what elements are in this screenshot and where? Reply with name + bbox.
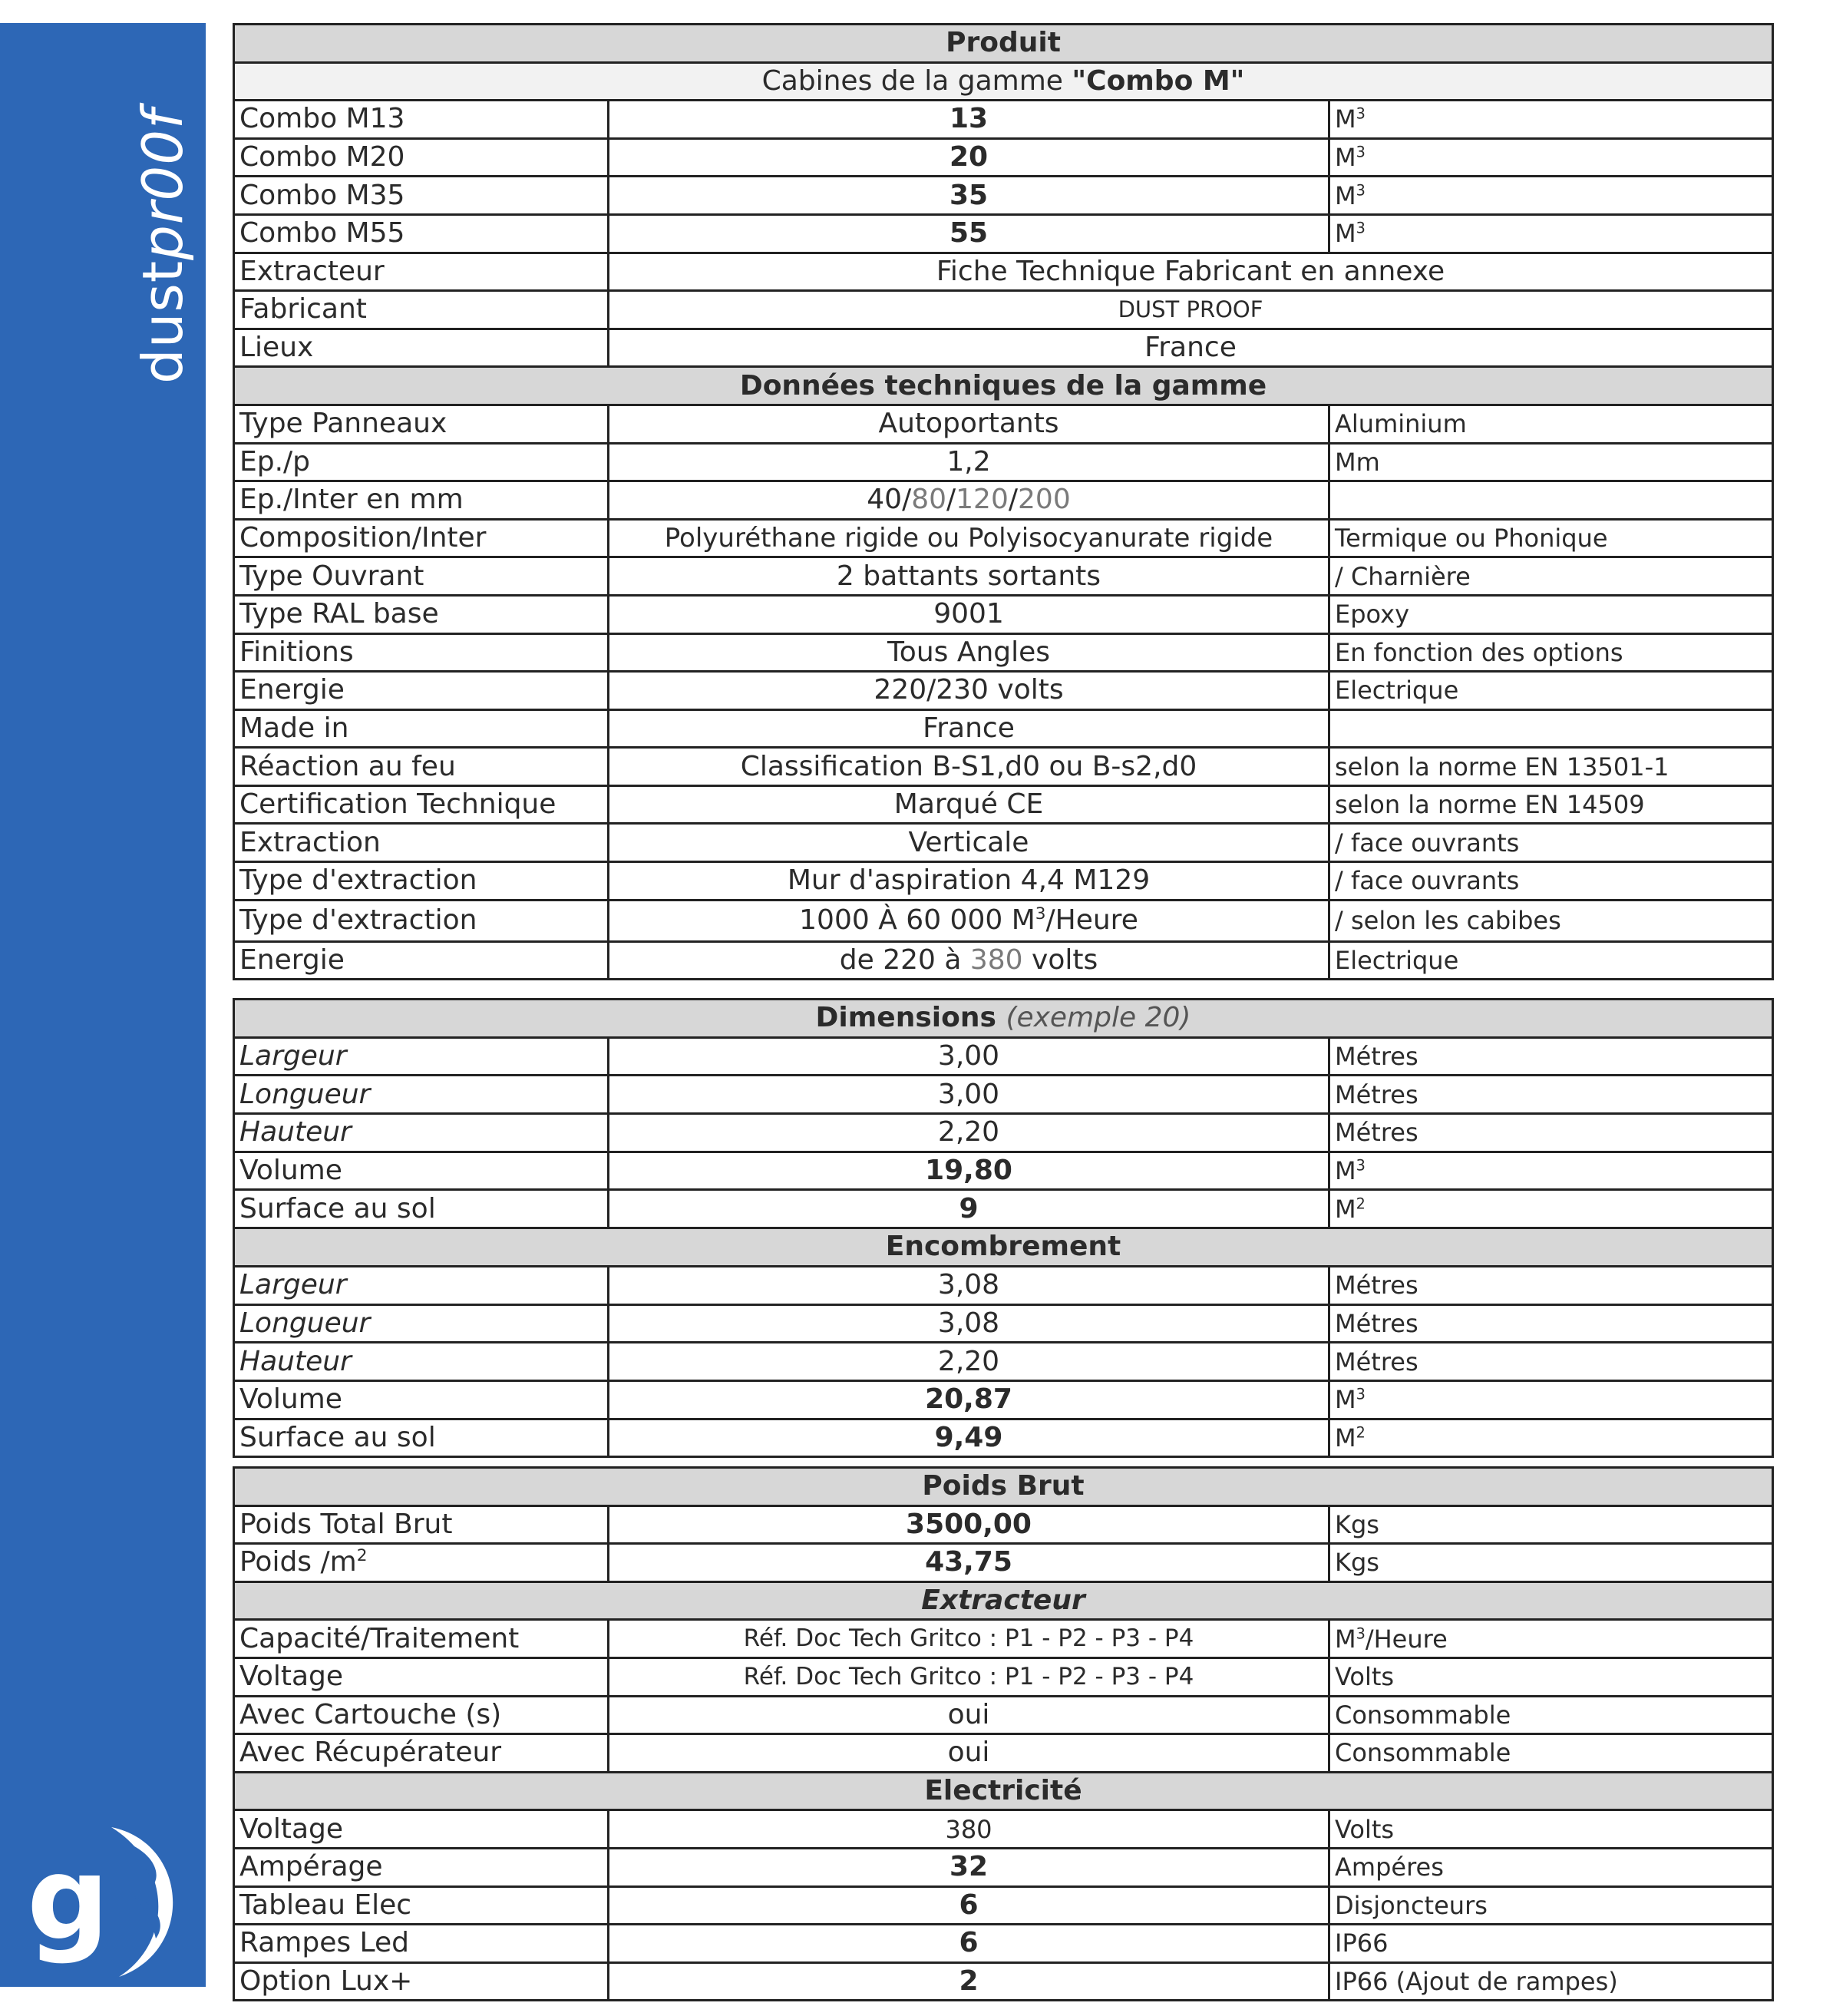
row-unit: $M^2$ (1329, 1419, 1773, 1457)
table-row (234, 1114, 1773, 1152)
row-value: 19,80 (609, 1152, 1329, 1190)
table-row (234, 1037, 1773, 1076)
dimensions-table (233, 998, 1774, 1458)
table-row (234, 1925, 1773, 1963)
row-unit: Kgs (1329, 1544, 1773, 1582)
row-value: Marqué CE (609, 785, 1329, 824)
row-label: Voltage (234, 1810, 609, 1849)
poids-table (233, 1466, 1774, 2001)
row-label: Finitions (234, 633, 609, 672)
row-value: 32 (609, 1848, 1329, 1886)
row-unit: selon la norme EN 13501-1 (1329, 748, 1773, 786)
table-row (234, 481, 1773, 520)
table-row (234, 253, 1773, 291)
row-value: 13 (609, 101, 1329, 139)
row-label: Fabricant (234, 291, 609, 329)
row-value: 2 (609, 1962, 1329, 2001)
row-unit: Kgs (1329, 1505, 1773, 1544)
row-label: Voltage (234, 1657, 609, 1696)
table-row (234, 557, 1773, 596)
table-row (234, 1734, 1773, 1773)
table-row (234, 519, 1773, 557)
row-value: Tous Angles (609, 633, 1329, 672)
row-unit: Métres (1329, 1343, 1773, 1381)
table-row (234, 1505, 1773, 1544)
row-unit: $M^3$/Heure (1329, 1620, 1773, 1658)
row-unit: Volts (1329, 1657, 1773, 1696)
row-label: Type Ouvrant (234, 557, 609, 596)
table-row (234, 1304, 1773, 1343)
row-label: Combo M20 (234, 138, 609, 177)
row-unit: Métres (1329, 1076, 1773, 1114)
row-unit (1329, 709, 1773, 748)
row-value: Réf. Doc Tech Gritco : P1 - P2 - P3 - P4 (609, 1620, 1329, 1658)
row-value: de 220 à 380 volts (609, 941, 1329, 980)
row-value: 3,00 (609, 1037, 1329, 1076)
row-label: Energie (234, 672, 609, 710)
table-row (234, 329, 1773, 367)
row-label: Ep./Inter en mm (234, 481, 609, 520)
row-label: Type RAL base (234, 595, 609, 633)
row-unit: Ampéres (1329, 1848, 1773, 1886)
row-label: Réaction au feu (234, 748, 609, 786)
section-header-dimensions (234, 1000, 1773, 1038)
table-row (234, 748, 1773, 786)
row-unit: selon la norme EN 14509 (1329, 785, 1773, 824)
row-unit: $M^3$ (1329, 177, 1773, 215)
section-header-produit (234, 25, 1773, 63)
row-value: 9,49 (609, 1419, 1329, 1457)
table-row (234, 138, 1773, 177)
row-value: oui (609, 1734, 1329, 1773)
row-value: 43,75 (609, 1544, 1329, 1582)
row-label: Extracteur (234, 253, 609, 291)
row-value: 220/230 volts (609, 672, 1329, 710)
row-label: Surface au sol (234, 1190, 609, 1228)
row-unit (1329, 481, 1773, 520)
table-row (234, 633, 1773, 672)
row-value: 380 (609, 1810, 1329, 1849)
table-row (234, 1266, 1773, 1304)
row-label: Surface au sol (234, 1419, 609, 1457)
row-label: Type d'extraction (234, 900, 609, 941)
row-value: 20 (609, 138, 1329, 177)
table-row (234, 1657, 1773, 1696)
row-label: Composition/Inter (234, 519, 609, 557)
section-title: Données techniques de la gamme (234, 367, 1773, 405)
table-row (234, 1419, 1773, 1457)
table-row (234, 595, 1773, 633)
row-unit: Aluminium (1329, 405, 1773, 443)
row-value: 3,08 (609, 1266, 1329, 1304)
row-label: Combo M13 (234, 101, 609, 139)
row-label: Type d'extraction (234, 862, 609, 901)
section-header-poids (234, 1468, 1773, 1506)
row-value: 1000 À 60 000 $M^3$/Heure (609, 900, 1329, 941)
table-row (234, 1380, 1773, 1419)
table-row (234, 405, 1773, 443)
row-value: 55 (609, 214, 1329, 253)
row-unit: / face ouvrants (1329, 824, 1773, 862)
row-value: 40/80/120/200 (609, 481, 1329, 520)
row-label: Ampérage (234, 1848, 609, 1886)
section-title: Electricité (234, 1772, 1773, 1810)
row-unit: / Charnière (1329, 557, 1773, 596)
section-title: Dimensions (exemple 20) (234, 1000, 1773, 1038)
row-unit: Epoxy (1329, 595, 1773, 633)
row-label: Lieux (234, 329, 609, 367)
range-title-row (234, 62, 1773, 101)
row-unit: / selon les cabibes (1329, 900, 1773, 941)
table-row (234, 672, 1773, 710)
table-row (234, 1152, 1773, 1190)
row-value: 3,08 (609, 1304, 1329, 1343)
row-unit: Consommable (1329, 1696, 1773, 1734)
row-label: Avec Cartouche (s) (234, 1696, 609, 1734)
row-value: 9 (609, 1190, 1329, 1228)
row-label: Hauteur (234, 1343, 609, 1381)
table-row (234, 1696, 1773, 1734)
row-label: Made in (234, 709, 609, 748)
brand-logo (130, 109, 195, 384)
table-row (234, 785, 1773, 824)
row-value: 2,20 (609, 1343, 1329, 1381)
table-row (234, 291, 1773, 329)
brand-name-part: 00f (130, 108, 195, 201)
row-value: 6 (609, 1886, 1329, 1925)
row-label: Largeur (234, 1037, 609, 1076)
table-row (234, 824, 1773, 862)
table-row (234, 177, 1773, 215)
section-title: Produit (234, 25, 1773, 63)
row-value: 2 battants sortants (609, 557, 1329, 596)
row-unit: Volts (1329, 1810, 1773, 1849)
table-row (234, 862, 1773, 901)
g-logo-icon (19, 1812, 196, 1988)
row-unit: Electrique (1329, 941, 1773, 980)
row-label: Capacité/Traitement (234, 1620, 609, 1658)
row-unit: Disjoncteurs (1329, 1886, 1773, 1925)
section-header-tech (234, 367, 1773, 405)
table-row (234, 900, 1773, 941)
row-label: Avec Récupérateur (234, 1734, 609, 1773)
table-row (234, 941, 1773, 980)
row-unit: $M^3$ (1329, 214, 1773, 253)
row-label: Tableau Elec (234, 1886, 609, 1925)
row-value: 35 (609, 177, 1329, 215)
row-label: Combo M35 (234, 177, 609, 215)
row-unit: IP66 (1329, 1925, 1773, 1963)
table-row (234, 1886, 1773, 1925)
table-row (234, 443, 1773, 481)
row-value: 1,2 (609, 443, 1329, 481)
row-unit: Métres (1329, 1114, 1773, 1152)
produit-table (233, 23, 1774, 980)
section-header-extracteur (234, 1581, 1773, 1620)
table-row (234, 1962, 1773, 2001)
row-unit: Electrique (1329, 672, 1773, 710)
row-value: Mur d'aspiration 4,4 M129 (609, 862, 1329, 901)
section-header-encombrement (234, 1228, 1773, 1267)
row-label: Ep./p (234, 443, 609, 481)
table-row (234, 1076, 1773, 1114)
section-header-electricite (234, 1772, 1773, 1810)
row-label: Hauteur (234, 1114, 609, 1152)
row-unit: Métres (1329, 1037, 1773, 1076)
table-row (234, 101, 1773, 139)
row-unit: $M^3$ (1329, 138, 1773, 177)
row-value: Verticale (609, 824, 1329, 862)
row-value: Classification B-S1,d0 ou B-s2,d0 (609, 748, 1329, 786)
row-unit: / face ouvrants (1329, 862, 1773, 901)
row-value: DUST PROOF (609, 291, 1773, 329)
row-value: Autoportants (609, 405, 1329, 443)
row-value: 9001 (609, 595, 1329, 633)
table-row (234, 1190, 1773, 1228)
row-unit: IP66 (Ajout de rampes) (1329, 1962, 1773, 2001)
row-unit: $M^3$ (1329, 101, 1773, 139)
row-label: Longueur (234, 1304, 609, 1343)
row-label: Volume (234, 1152, 609, 1190)
table-row (234, 709, 1773, 748)
row-label: Largeur (234, 1266, 609, 1304)
row-label: Energie (234, 941, 609, 980)
row-label: Combo M55 (234, 214, 609, 253)
row-label: Extraction (234, 824, 609, 862)
row-label: Longueur (234, 1076, 609, 1114)
row-value: France (609, 329, 1773, 367)
brand-sidebar (0, 23, 206, 1987)
section-title: Extracteur (234, 1581, 1773, 1620)
row-unit: Consommable (1329, 1734, 1773, 1773)
row-unit: Métres (1329, 1266, 1773, 1304)
row-value: Fiche Technique Fabricant en annexe (609, 253, 1773, 291)
row-value: 2,20 (609, 1114, 1329, 1152)
table-row (234, 1620, 1773, 1658)
row-value: 20,87 (609, 1380, 1329, 1419)
row-unit: Termique ou Phonique (1329, 519, 1773, 557)
row-value: Polyuréthane rigide ou Polyisocyanurate rigide (609, 519, 1329, 557)
row-label: Type Panneaux (234, 405, 609, 443)
row-unit: Mm (1329, 443, 1773, 481)
row-value: 3500,00 (609, 1505, 1329, 1544)
row-unit: En fonction des options (1329, 633, 1773, 672)
row-label: Rampes Led (234, 1925, 609, 1963)
row-label: Poids Total Brut (234, 1505, 609, 1544)
row-unit: $M^3$ (1329, 1152, 1773, 1190)
brand-name-part: dust (130, 259, 195, 384)
row-value: France (609, 709, 1329, 748)
table-row (234, 214, 1773, 253)
row-unit: $M^3$ (1329, 1380, 1773, 1419)
logo-letter: g (27, 1833, 110, 1966)
row-value: 3,00 (609, 1076, 1329, 1114)
row-unit: $M^2$ (1329, 1190, 1773, 1228)
row-label: Option Lux+ (234, 1962, 609, 2001)
row-label: Certification Technique (234, 785, 609, 824)
table-row (234, 1848, 1773, 1886)
row-unit: Métres (1329, 1304, 1773, 1343)
brand-name-part: pr (130, 200, 195, 260)
section-title: Encombrement (234, 1228, 1773, 1267)
table-row (234, 1810, 1773, 1849)
row-label: Volume (234, 1380, 609, 1419)
table-row (234, 1544, 1773, 1582)
section-title: Poids Brut (234, 1468, 1773, 1506)
range-title: Cabines de la gamme "Combo M" (234, 62, 1773, 101)
table-row (234, 1343, 1773, 1381)
row-label: Poids $/m^2$ (234, 1544, 609, 1582)
row-value: Réf. Doc Tech Gritco : P1 - P2 - P3 - P4 (609, 1657, 1329, 1696)
row-value: oui (609, 1696, 1329, 1734)
row-value: 6 (609, 1925, 1329, 1963)
